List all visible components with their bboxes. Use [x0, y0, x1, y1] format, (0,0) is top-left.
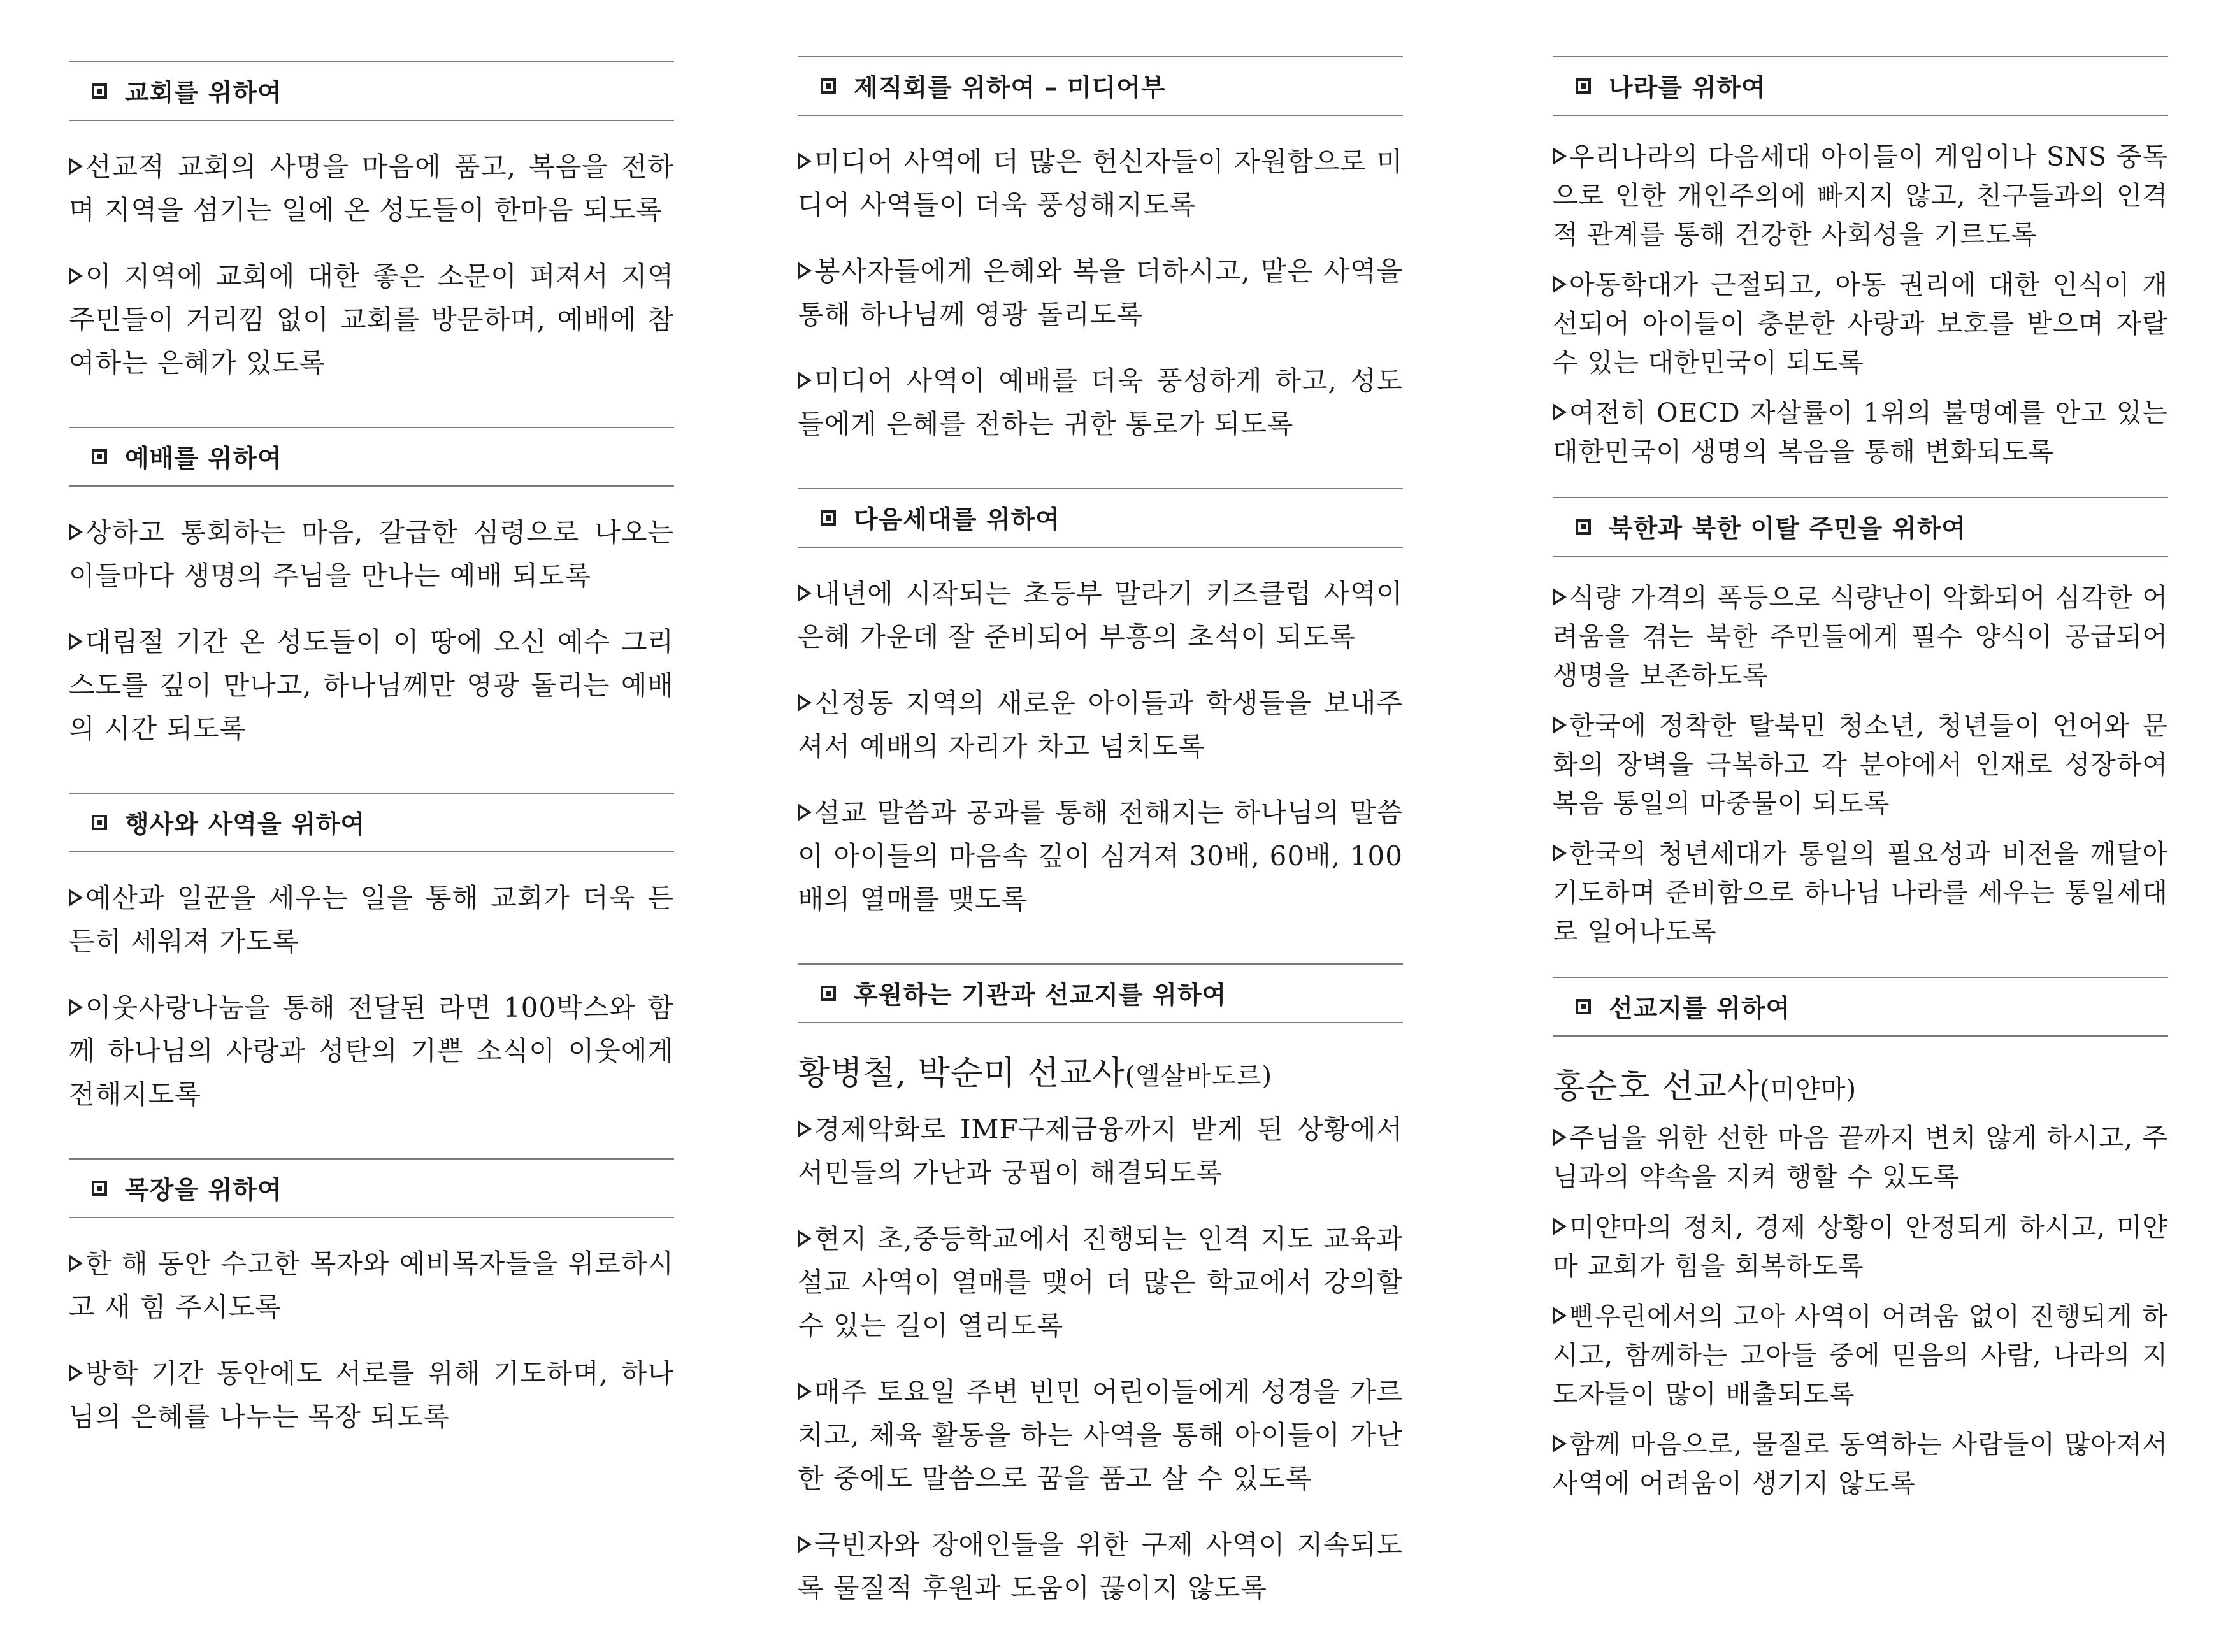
section-items — [1553, 1119, 2168, 1528]
prayer-item — [798, 250, 1403, 336]
prayer-text: 주님을 위한 선한 마음 끝까지 변치 않게 하시고, 주님과의 약속을 지켜 행할 수 있도록 — [1553, 1123, 2168, 1192]
triangle-bullet-icon — [1553, 1307, 1567, 1325]
triangle-bullet-icon — [798, 694, 812, 712]
prayer-item — [1553, 835, 2168, 951]
prayer-item — [69, 1242, 674, 1329]
triangle-bullet-icon — [69, 1364, 83, 1382]
triangle-bullet-icon — [1553, 147, 1567, 165]
prayer-text: 미디어 사역이 예배를 더욱 풍성하게 하고, 성도들에게 은혜를 전하는 귀한 통로가 되도록 — [798, 365, 1403, 440]
section-heading — [798, 488, 1403, 548]
section-heading — [1553, 497, 2168, 557]
section-items — [69, 121, 674, 427]
prayer-item — [69, 255, 674, 385]
prayer-item — [798, 1370, 1403, 1500]
section-items — [69, 487, 674, 793]
prayer-text: 아동학대가 근절되고, 아동 권리에 대한 인식이 개선되어 아이들이 충분한 사랑과 보호를 받으며 자랄 수 있는 대한민국이 되도록 — [1553, 269, 2168, 378]
triangle-bullet-icon — [1553, 403, 1567, 421]
prayer-item — [798, 791, 1403, 921]
prayer-text: 상하고 통회하는 마음, 갈급한 심령으로 나오는 이들마다 생명의 주님을 만나는 예배 되도록 — [69, 517, 674, 591]
prayer-item — [69, 877, 674, 963]
triangle-bullet-icon — [69, 889, 83, 907]
prayer-text: 예산과 일꾼을 세우는 일을 통해 교회가 더욱 든든히 세워져 가도록 — [69, 882, 674, 957]
section-heading — [798, 963, 1403, 1023]
section-heading — [69, 793, 674, 852]
prayer-text: 설교 말씀과 공과를 통해 전해지는 하나님의 말씀이 아이들의 마음속 깊이 심겨져 30배, 60배, 100배의 열매를 맺도록 — [798, 797, 1403, 915]
prayer-text: 삔우린에서의 고아 사역이 어려움 없이 진행되게 하시고, 함께하는 고아들 중에 믿음의 사람, 나라의 지도자들이 많이 배출되도록 — [1553, 1301, 2168, 1409]
prayer-text: 여전히 OECD 자살률이 1위의 불명예를 안고 있는 대한민국이 생명의 복음을 통해 변화되도록 — [1553, 398, 2168, 467]
prayer-text: 이 지역에 교회에 대한 좋은 소문이 퍼져서 지역 주민들이 거리낌 없이 교회를 방문하며, 예배에 참여하는 은혜가 있도록 — [69, 261, 674, 378]
triangle-bullet-icon — [69, 157, 83, 175]
heading-text: 다음세대를 위하여 — [854, 506, 1060, 535]
triangle-bullet-icon — [69, 267, 83, 285]
prayer-text: 매주 토요일 주변 빈민 어린이들에게 성경을 가르치고, 체육 활동을 하는 사역을 통해 아이들이 가난한 중에도 말씀으로 꿈을 품고 살 수 있도록 — [798, 1376, 1403, 1494]
prayer-item — [798, 359, 1403, 446]
prayer-item — [1553, 1425, 2168, 1503]
section-heading — [798, 56, 1403, 116]
triangle-bullet-icon — [798, 584, 812, 602]
prayer-item — [1553, 1119, 2168, 1196]
triangle-bullet-icon — [1553, 1217, 1567, 1235]
triangle-bullet-icon — [798, 262, 812, 280]
prayer-item — [1553, 1297, 2168, 1414]
prayer-text: 우리나라의 다음세대 아이들이 게임이나 SNS 중독으로 인한 개인주의에 빠지지 않고, 친구들과의 인격적 관계를 통해 건강한 사회성을 기르도록 — [1553, 141, 2168, 250]
prayer-item — [798, 1217, 1403, 1347]
triangle-bullet-icon — [1553, 1128, 1567, 1146]
missionary-name-text: 황병철, 박순미 선교사 — [798, 1054, 1125, 1093]
triangle-bullet-icon — [798, 1535, 812, 1553]
prayer-text: 내년에 시작되는 초등부 말라기 키즈클럽 사역이 은혜 가운데 잘 준비되어 부흥의 초석이 되도록 — [798, 578, 1403, 652]
prayer-text: 경제악화로 IMF구제금융까지 받게 된 상황에서 서민들의 가난과 궁핍이 해결되도록 — [798, 1114, 1403, 1188]
prayer-item — [69, 145, 674, 232]
heading-text: 교회를 위하여 — [125, 79, 282, 108]
prayer-item — [69, 986, 674, 1116]
section-items — [1553, 116, 2168, 497]
section-items — [798, 1105, 1403, 1652]
prayer-item — [798, 140, 1403, 227]
section-heading — [69, 61, 674, 121]
prayer-item — [1553, 394, 2168, 471]
triangle-bullet-icon — [798, 371, 812, 389]
square-bullet-icon — [1576, 519, 1591, 535]
triangle-bullet-icon — [69, 998, 83, 1016]
square-bullet-icon — [92, 1181, 107, 1196]
heading-text: 나라를 위하여 — [1609, 74, 1766, 103]
heading-text: 후원하는 기관과 선교지를 위하여 — [854, 981, 1227, 1010]
prayer-text: 함께 마음으로, 물질로 동역하는 사람들이 많아져서 사역에 어려움이 생기지 않도록 — [1553, 1429, 2168, 1498]
section-heading — [1553, 977, 2168, 1037]
triangle-bullet-icon — [1553, 588, 1567, 606]
column-3 — [1553, 56, 2168, 1528]
triangle-bullet-icon — [1553, 844, 1567, 862]
heading-text: 행사와 사역을 위하여 — [125, 810, 366, 839]
prayer-item — [798, 1108, 1403, 1195]
square-bullet-icon — [1576, 999, 1591, 1014]
missionary-location: (엘살바도르) — [1125, 1061, 1273, 1091]
missionary-name — [798, 1046, 1403, 1094]
triangle-bullet-icon — [798, 803, 812, 821]
square-bullet-icon — [92, 449, 107, 464]
section-items — [69, 852, 674, 1158]
prayer-text: 방학 기간 동안에도 서로를 위해 기도하며, 하나님의 은혜를 나누는 목장 되도록 — [69, 1358, 674, 1432]
prayer-text: 한국에 정착한 탈북민 청소년, 청년들이 언어와 문화의 장벽을 극복하고 각 분야에서 인재로 성장하여 복음 통일의 마중물이 되도록 — [1553, 710, 2168, 819]
square-bullet-icon — [821, 986, 836, 1001]
section-heading — [1553, 56, 2168, 116]
triangle-bullet-icon — [1553, 275, 1567, 293]
section-items — [798, 116, 1403, 488]
section-heading — [69, 1158, 674, 1218]
column-2 — [798, 56, 1403, 1652]
prayer-item — [798, 682, 1403, 768]
prayer-text: 한 해 동안 수고한 목자와 예비목자들을 위로하시고 새 힘 주시도록 — [69, 1248, 674, 1323]
prayer-text: 극빈자와 장애인들을 위한 구제 사역이 지속되도록 물질적 후원과 도움이 끊이지 않도록 — [798, 1529, 1403, 1604]
section-heading — [69, 427, 674, 487]
prayer-text: 대림절 기간 온 성도들이 이 땅에 오신 예수 그리스도를 깊이 만나고, 하나님께만 영광 돌리는 예배의 시간 되도록 — [69, 626, 674, 744]
prayer-text: 식량 가격의 폭등으로 식량난이 악화되어 심각한 어려움을 겪는 북한 주민들에게 필수 양식이 공급되어 생명을 보존하도록 — [1553, 582, 2168, 691]
square-bullet-icon — [92, 815, 107, 830]
heading-text: 북한과 북한 이탈 주민을 위하여 — [1609, 515, 1967, 543]
prayer-item — [1553, 138, 2168, 254]
prayer-text: 미얀마의 정치, 경제 상황이 안정되게 하시고, 미얀마 교회가 힘을 회복하도록 — [1553, 1212, 2168, 1281]
triangle-bullet-icon — [798, 1383, 812, 1400]
prayer-item — [798, 1523, 1403, 1610]
prayer-text: 신정동 지역의 새로운 아이들과 학생들을 보내주셔서 예배의 자리가 차고 넘치도록 — [798, 687, 1403, 762]
column-1 — [69, 61, 674, 1481]
triangle-bullet-icon — [1553, 716, 1567, 734]
prayer-item — [69, 1352, 674, 1439]
prayer-text: 선교적 교회의 사명을 마음에 품고, 복음을 전하며 지역을 섬기는 일에 온 성도들이 한마음 되도록 — [69, 151, 674, 226]
square-bullet-icon — [1576, 78, 1591, 94]
prayer-item — [69, 621, 674, 751]
triangle-bullet-icon — [1553, 1435, 1567, 1453]
prayer-text: 한국의 청년세대가 통일의 필요성과 비전을 깨달아 기도하며 준비함으로 하나님 나라를 세우는 통일세대로 일어나도록 — [1553, 838, 2168, 947]
heading-text: 선교지를 위하여 — [1609, 995, 1791, 1023]
prayer-text: 이웃사랑나눔을 통해 전달된 라면 100박스와 함께 하나님의 사랑과 성탄의 기쁜 소식이 이웃에게 전해지도록 — [69, 992, 674, 1110]
square-bullet-icon — [92, 83, 107, 99]
triangle-bullet-icon — [798, 1230, 812, 1247]
prayer-item — [1553, 1208, 2168, 1286]
prayer-item — [69, 511, 674, 598]
triangle-bullet-icon — [69, 1254, 83, 1272]
triangle-bullet-icon — [69, 633, 83, 650]
prayer-item — [1553, 266, 2168, 382]
prayer-item — [798, 572, 1403, 659]
missionary-name — [1553, 1059, 2168, 1107]
missionary-location: (미얀마) — [1759, 1075, 1857, 1104]
heading-text: 예배를 위하여 — [125, 445, 282, 473]
heading-text: 제직회를 위하여 – 미디어부 — [854, 74, 1166, 103]
square-bullet-icon — [821, 510, 836, 526]
missionary-name-text: 홍순호 선교사 — [1553, 1068, 1760, 1106]
prayer-item — [1553, 578, 2168, 695]
square-bullet-icon — [821, 78, 836, 94]
section-items — [69, 1218, 674, 1481]
prayer-text: 봉사자들에게 은혜와 복을 더하시고, 맡은 사역을 통해 하나님께 영광 돌리도록 — [798, 255, 1403, 330]
prayer-item — [1553, 707, 2168, 823]
prayer-text: 현지 초,중등학교에서 진행되는 인격 지도 교육과 설교 사역이 열매를 맺어 더 많은 학교에서 강의할 수 있는 길이 열리도록 — [798, 1223, 1403, 1341]
triangle-bullet-icon — [798, 152, 812, 170]
prayer-text: 미디어 사역에 더 많은 헌신자들이 자원함으로 미디어 사역들이 더욱 풍성해지도록 — [798, 146, 1403, 220]
triangle-bullet-icon — [69, 523, 83, 541]
section-items — [798, 548, 1403, 963]
heading-text: 목장을 위하여 — [125, 1176, 282, 1205]
triangle-bullet-icon — [798, 1120, 812, 1138]
section-items — [1553, 557, 2168, 977]
